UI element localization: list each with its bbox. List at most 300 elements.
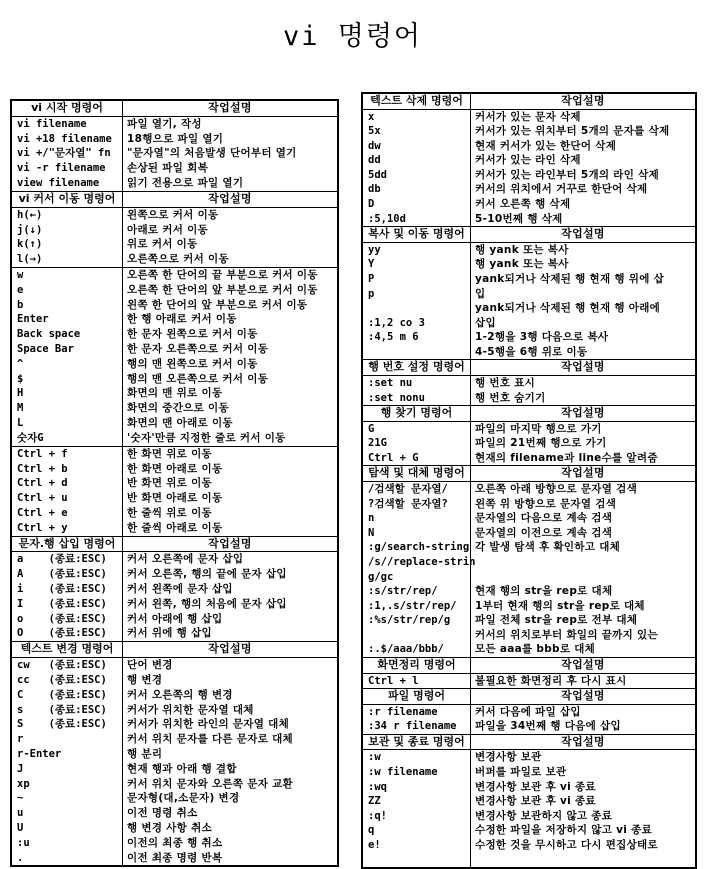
table-row: [363, 197, 695, 212]
description-cell: 한 화면 아래로 이동: [122, 462, 337, 477]
column-header-description: 작업설명: [470, 735, 695, 750]
command-cell: x: [368, 110, 375, 123]
description-cell: 커서가 있는 문자 삭제: [470, 110, 695, 125]
column-header-description: 작업설명: [470, 658, 695, 673]
table-row: [363, 511, 695, 526]
description-cell: 행 yank 또는 복사: [470, 257, 695, 272]
command-cell: 5x: [368, 125, 381, 138]
section-title: 탐색 및 대체 명령어: [368, 466, 465, 480]
table-row: [12, 312, 337, 327]
command-cell: [363, 345, 470, 360]
table-row: [363, 182, 695, 197]
section-rows: [363, 673, 695, 689]
command-cell: O (종료:ESC): [17, 627, 107, 640]
command-cell: $: [17, 372, 24, 385]
table-row: [12, 372, 337, 387]
command-cell: r-Enter: [17, 747, 62, 760]
command-cell: j(↓): [17, 223, 43, 236]
description-cell: 커서 아래에 행 삽입: [122, 612, 337, 627]
command-cell: ?검색할 문자열?: [368, 497, 448, 510]
command-cell: r: [17, 733, 24, 746]
section-rows: [363, 242, 695, 360]
table-row: [12, 717, 337, 732]
table-row: [12, 791, 337, 806]
command-cell: :%s/str/rep/g: [368, 614, 451, 627]
section-header: [363, 226, 695, 242]
command-cell: L: [17, 417, 24, 430]
command-cell: o (종료:ESC): [17, 612, 107, 625]
table-row: [12, 357, 337, 372]
table-row: [363, 436, 695, 451]
command-cell: /검색할 문자열/: [368, 483, 448, 496]
description-cell: 4-5행을 6행 위로 이동: [470, 345, 695, 360]
description-cell: 불필요한 화면정리 후 다시 표시: [470, 674, 695, 689]
command-cell: :r filename: [368, 705, 438, 718]
description-cell: 행 분리: [122, 747, 337, 762]
table-row: [363, 584, 695, 599]
table-row: [363, 257, 695, 272]
table-row: [12, 208, 337, 223]
section-rows: [363, 749, 695, 867]
section-rows: [363, 109, 695, 227]
description-cell: 행의 맨 왼쪽으로 커서 이동: [122, 357, 337, 372]
section-title: 복사 및 이동 명령어: [368, 227, 465, 241]
description-cell: 현재 커서가 있는 한단어 삭제: [470, 139, 695, 154]
section-title: vi 커서 이동 명령어: [18, 191, 116, 205]
table-row: [363, 823, 695, 838]
description-cell: 왼쪽 한 단어의 앞 부분으로 커서 이동: [122, 298, 337, 313]
description-cell: 파일을 34번째 행 다음에 삽입: [470, 719, 695, 734]
vi-commands-table-right: [361, 92, 697, 869]
table-row: [12, 283, 337, 298]
table-row: [12, 268, 337, 283]
table-row: [363, 316, 695, 331]
description-cell: 커서 오른쪽에 문자 삽입: [122, 552, 337, 567]
description-cell: 커서의 위치로부터 화일의 끝까지 있는: [470, 628, 695, 643]
command-cell: ^: [17, 357, 24, 370]
description-cell: 모든 aaa를 bbb로 대체: [470, 642, 695, 657]
description-cell: 문자형(대,소문자) 변경: [122, 791, 337, 806]
table-row: [363, 765, 695, 780]
table-row: [12, 462, 337, 477]
description-cell: 변경사항 보관하지 않고 종료: [470, 809, 695, 824]
table-row: [12, 658, 337, 673]
description-cell: 행 yank 또는 복사: [470, 243, 695, 258]
description-cell: 커서 위에 행 삽입: [122, 626, 337, 641]
section-title: 화면정리 명령어: [377, 657, 456, 671]
section-header: [363, 734, 695, 750]
command-cell: :1,.s/str/rep/: [368, 599, 457, 612]
description-cell: 커서가 있는 라인부터 5개의 라인 삭제: [470, 168, 695, 183]
table-row: [363, 330, 695, 345]
command-cell: :set nu: [368, 376, 413, 389]
description-cell: 한 줄씩 위로 이동: [122, 506, 337, 521]
command-cell: Ctrl + u: [17, 492, 68, 505]
column-header-description: 작업설명: [122, 192, 337, 207]
section-header-row: [363, 360, 695, 375]
table-row: [363, 599, 695, 614]
column-header-description: 작업설명: [470, 466, 695, 481]
command-cell: [363, 301, 470, 316]
command-cell: b: [17, 298, 24, 311]
description-cell: 변경사항 보관 후 vi 종료: [470, 794, 695, 809]
section-title: 행 찾기 명령어: [380, 406, 453, 420]
section-header-row: [12, 642, 337, 657]
table-row: [12, 806, 337, 821]
section-header: [12, 536, 337, 552]
command-cell: P: [368, 272, 375, 285]
command-cell: i (종료:ESC): [17, 583, 107, 595]
description-cell: 단어 변경: [122, 658, 337, 673]
table-row: [12, 851, 337, 866]
description-cell: "문자열"의 처음발생 단어부터 열기: [122, 146, 337, 161]
table-row: [363, 272, 695, 287]
command-cell: vi +18 filename: [17, 132, 112, 145]
table-row: [12, 237, 337, 252]
command-cell: n: [368, 512, 375, 525]
description-cell: 파일 전체 str을 rep로 전부 대체: [470, 613, 695, 628]
description-cell: 삽입: [470, 316, 695, 331]
description-cell: 파일 열기, 작성: [122, 117, 337, 132]
description-cell: 읽기 전용으로 파일 열기: [122, 176, 337, 191]
command-cell: cw (종료:ESC): [17, 659, 107, 672]
command-cell: Ctrl + G: [368, 451, 419, 464]
section-header-row: [12, 537, 337, 552]
table-row: [12, 597, 337, 612]
table-row: [363, 422, 695, 437]
command-cell: a (종료:ESC): [17, 553, 107, 566]
command-cell: db: [368, 183, 381, 196]
table-row: [363, 376, 695, 391]
section-rows: [12, 657, 337, 865]
description-cell: 현재 행과 아래 행 결합: [122, 762, 337, 777]
section-header: [363, 359, 695, 375]
description-cell: 1부터 현재 행의 str을 rep로 대체: [470, 599, 695, 614]
description-cell: [470, 570, 695, 585]
command-cell: dw: [368, 139, 381, 152]
section-title: 보관 및 종료 명령어: [368, 734, 465, 748]
section-header: [363, 405, 695, 421]
description-cell: 이전의 최종 행 취소: [122, 836, 337, 851]
command-cell: :u: [17, 836, 30, 849]
command-cell: q: [368, 824, 375, 837]
command-cell: Ctrl + e: [17, 506, 68, 519]
description-cell: 한 문자 왼쪽으로 커서 이동: [122, 327, 337, 342]
command-cell: Ctrl + f: [17, 447, 68, 460]
description-cell: 5-10번째 행 삭제: [470, 212, 695, 227]
description-cell: 한 행 아래로 커서 이동: [122, 312, 337, 327]
section-rows: [363, 704, 695, 734]
description-cell: 파일의 마지막 행으로 가기: [470, 422, 695, 437]
description-cell: 화면의 맨 위로 이동: [122, 386, 337, 401]
section-rows: [12, 267, 337, 446]
table-row: [12, 431, 337, 446]
command-cell: e!: [368, 838, 381, 851]
description-cell: 왼쪽 위 방향으로 문자열 검색: [470, 497, 695, 512]
table-row: [363, 451, 695, 466]
description-cell: yank되거나 삭제된 행 현재 행 아래에: [470, 301, 695, 316]
table-row: [12, 491, 337, 506]
description-cell: 커서 위치 문자를 다른 문자로 대체: [122, 732, 337, 747]
table-row: [363, 139, 695, 154]
command-cell: 21G: [368, 437, 387, 450]
description-cell: 이전 명령 취소: [122, 806, 337, 821]
description-cell: 현재 행의 str을 rep로 대체: [470, 584, 695, 599]
description-cell: 행 번호 숨기기: [470, 391, 695, 406]
command-cell: C (종료:ESC): [17, 688, 107, 701]
table-row: [12, 401, 337, 416]
description-cell: 한 화면 위로 이동: [122, 447, 337, 462]
command-cell: :wq: [368, 780, 387, 793]
description-cell: 아래로 커서 이동: [122, 223, 337, 238]
command-cell: D: [368, 198, 375, 211]
command-cell: I (종료:ESC): [17, 597, 107, 610]
command-cell: p: [368, 287, 375, 300]
command-cell: M: [17, 402, 24, 415]
table-row: [12, 252, 337, 267]
table-row: [12, 506, 337, 521]
description-cell: 커서 오른쪽, 행의 끝에 문자 삽입: [122, 567, 337, 582]
description-cell: 커서 오른쪽 행 삭제: [470, 197, 695, 212]
command-cell: :5,10d: [368, 212, 406, 225]
section-rows: [363, 375, 695, 405]
command-cell: e: [17, 283, 24, 296]
description-cell: 문자열의 다음으로 계속 검색: [470, 511, 695, 526]
section-header-row: [363, 227, 695, 242]
table-row: [363, 750, 695, 765]
table-row: [12, 626, 337, 641]
section-title: 텍스트 삭제 명령어: [370, 94, 463, 107]
description-cell: 화면의 중간으로 이동: [122, 401, 337, 416]
table-row: [12, 582, 337, 597]
command-cell: Back space: [17, 328, 81, 341]
table-row: [363, 719, 695, 734]
section-header-row: [363, 689, 695, 704]
section-header-row: [363, 406, 695, 421]
description-cell: 한 줄씩 아래로 이동: [122, 521, 337, 536]
description-cell: 입: [470, 287, 695, 302]
table-row: [363, 570, 695, 585]
description-cell: 각 발생 탐색 후 확인하고 대체: [470, 540, 695, 555]
command-cell: :set nonu: [368, 391, 425, 404]
description-cell: 파일의 21번째 행으로 가기: [470, 436, 695, 451]
command-cell: Ctrl + y: [17, 521, 68, 534]
table-row: [12, 132, 337, 147]
command-cell: ZZ: [368, 795, 381, 808]
description-cell: 커서 위치 문자와 오른쪽 문자 교환: [122, 777, 337, 792]
section-header: [363, 657, 695, 673]
column-header-description: 작업설명: [470, 227, 695, 242]
description-cell: 오른쪽으로 커서 이동: [122, 252, 337, 267]
description-cell: 현재의 filename과 line수를 알려줌: [470, 451, 695, 466]
table-row: [363, 153, 695, 168]
table-row: [363, 628, 695, 643]
section-header-row: [363, 735, 695, 750]
table-row: [363, 482, 695, 497]
command-cell: :g/search-string: [368, 541, 470, 554]
command-cell: H: [17, 387, 24, 400]
command-cell: dd: [368, 154, 381, 167]
description-cell: 이전 최종 명령 반복: [122, 851, 337, 866]
section-header-row: [363, 466, 695, 481]
column-header-description: 작업설명: [122, 101, 337, 116]
table-row: [363, 642, 695, 657]
description-cell: 커서가 있는 위치부터 5개의 문자를 삭제: [470, 124, 695, 139]
column-header-description: 작업설명: [470, 360, 695, 375]
description-cell: 오른쪽 한 단어의 끝 부분으로 커서 이동: [122, 268, 337, 283]
command-cell: h(←): [17, 208, 43, 221]
command-cell: G: [368, 422, 375, 435]
table-row: [12, 327, 337, 342]
table-row: [12, 777, 337, 792]
command-cell: /s//replace-strin: [368, 555, 476, 568]
table-row: [363, 301, 695, 316]
command-cell: [363, 628, 470, 643]
table-row: [12, 688, 337, 703]
description-cell: 커서가 위치한 문자열 대체: [122, 703, 337, 718]
section-title: 문자.행 삽입 명령어: [18, 536, 116, 550]
description-cell: [470, 555, 695, 570]
table-row: [12, 298, 337, 313]
description-cell: 커서 다음에 파일 삽입: [470, 705, 695, 720]
description-cell: 커서가 있는 라인 삭제: [470, 153, 695, 168]
command-cell: vi +/"문자열" fn: [17, 147, 111, 160]
description-cell: 문자열의 이전으로 계속 검색: [470, 526, 695, 541]
command-cell: S (종료:ESC): [17, 718, 107, 731]
table-row: [12, 521, 337, 536]
command-cell: :s/str/rep/: [368, 585, 438, 598]
table-row: [12, 146, 337, 161]
section-title: vi 시작 명령어: [31, 101, 103, 114]
section-title: 파일 명령어: [388, 689, 445, 703]
command-cell: w: [17, 268, 24, 281]
table-row: [363, 497, 695, 512]
description-cell: 오른쪽 한 단어의 앞 부분으로 커서 이동: [122, 283, 337, 298]
table-row: [12, 567, 337, 582]
section-title: 텍스트 변경 명령어: [20, 642, 114, 656]
table-row: [12, 342, 337, 357]
command-cell: Ctrl + l: [368, 674, 419, 687]
column-header-description: 작업설명: [470, 689, 695, 704]
section-header: [363, 688, 695, 704]
command-cell: vi -r filename: [17, 162, 106, 175]
table-row: [363, 243, 695, 258]
description-cell: 한 문자 오른쪽으로 커서 이동: [122, 342, 337, 357]
command-cell: xp: [17, 777, 30, 790]
column-header-description: 작업설명: [122, 642, 337, 657]
column-header-description: 작업설명: [122, 537, 337, 552]
section-header: [363, 465, 695, 481]
table-row: [12, 836, 337, 851]
section-title: 행 번호 설정 명령어: [368, 360, 465, 374]
table-row: [12, 223, 337, 238]
command-cell: Enter: [17, 313, 49, 326]
table-row: [363, 613, 695, 628]
description-cell: 수정한 것을 무시하고 다시 편집상태로: [470, 838, 695, 853]
command-cell: :4,5 m 6: [368, 331, 419, 344]
command-cell: N: [368, 526, 375, 539]
command-cell: A (종료:ESC): [17, 568, 107, 581]
description-cell: 버퍼를 파일로 보관: [470, 765, 695, 780]
command-cell: 5dd: [368, 168, 387, 181]
description-cell: 수정한 파일을 저장하지 않고 vi 종료: [470, 823, 695, 838]
description-cell: 행 변경 사항 취소: [122, 821, 337, 836]
section-rows: [363, 421, 695, 466]
section-rows: [12, 207, 337, 267]
table-row: [363, 674, 695, 689]
description-cell: 반 화면 아래로 이동: [122, 491, 337, 506]
description-cell: 행 번호 표시: [470, 376, 695, 391]
section-rows: [363, 481, 695, 657]
table-row: [12, 821, 337, 836]
table-row: [363, 809, 695, 824]
description-cell: 화면의 맨 아래로 이동: [122, 416, 337, 431]
table-row: [363, 391, 695, 406]
table-row: [12, 416, 337, 431]
command-cell: Y: [368, 258, 375, 271]
description-cell: 반 화면 위로 이동: [122, 476, 337, 491]
table-row: [12, 612, 337, 627]
description-cell: 커서 오른쪽의 행 변경: [122, 688, 337, 703]
table-row: [363, 168, 695, 183]
section-header-row: [363, 658, 695, 673]
table-row: [363, 110, 695, 125]
command-cell: 숫자G: [17, 431, 44, 444]
command-cell: :w: [368, 751, 381, 764]
table-row: [363, 705, 695, 720]
section-header: [12, 101, 337, 116]
description-cell: 변경사항 보관 후 vi 종료: [470, 780, 695, 795]
column-header-description: 작업설명: [470, 94, 695, 109]
command-cell: k(↑): [17, 238, 43, 251]
table-row: [12, 732, 337, 747]
command-cell: ~: [17, 792, 24, 805]
command-cell: view filename: [17, 177, 100, 190]
command-cell: u: [17, 807, 24, 820]
table-row: [12, 762, 337, 777]
table-row: [363, 780, 695, 795]
description-cell: 행 변경: [122, 673, 337, 688]
table-row: [363, 540, 695, 555]
section-header: [12, 641, 337, 657]
description-cell: 커서가 위치한 라인의 문자열 대체: [122, 717, 337, 732]
table-row: [12, 161, 337, 176]
table-row: [363, 124, 695, 139]
description-cell: [470, 852, 695, 867]
table-row: [12, 117, 337, 132]
command-cell: :q!: [368, 809, 387, 822]
command-cell: J: [17, 762, 24, 775]
command-cell: l(→): [17, 253, 43, 266]
command-cell: [363, 852, 470, 867]
command-cell: :w filename: [368, 766, 438, 779]
table-row: [363, 838, 695, 853]
table-row: [363, 852, 695, 867]
command-cell: yy: [368, 243, 381, 256]
command-cell: :1,2 co 3: [368, 316, 425, 329]
description-cell: 18행으로 파일 열기: [122, 132, 337, 147]
page-title: vi 명령어: [282, 21, 422, 52]
command-cell: g/gc: [368, 570, 394, 583]
description-cell: 커서의 위치에서 거꾸로 한단어 삭제: [470, 182, 695, 197]
table-row: [12, 673, 337, 688]
description-cell: 왼쪽으로 커서 이동: [122, 208, 337, 223]
command-cell: vi filename: [17, 117, 87, 130]
table-row: [12, 447, 337, 462]
description-cell: 위로 커서 이동: [122, 237, 337, 252]
description-cell: 1-2행을 3행 다음으로 복사: [470, 330, 695, 345]
description-cell: '숫자'만큼 지정한 줄로 커서 이동: [122, 431, 337, 446]
